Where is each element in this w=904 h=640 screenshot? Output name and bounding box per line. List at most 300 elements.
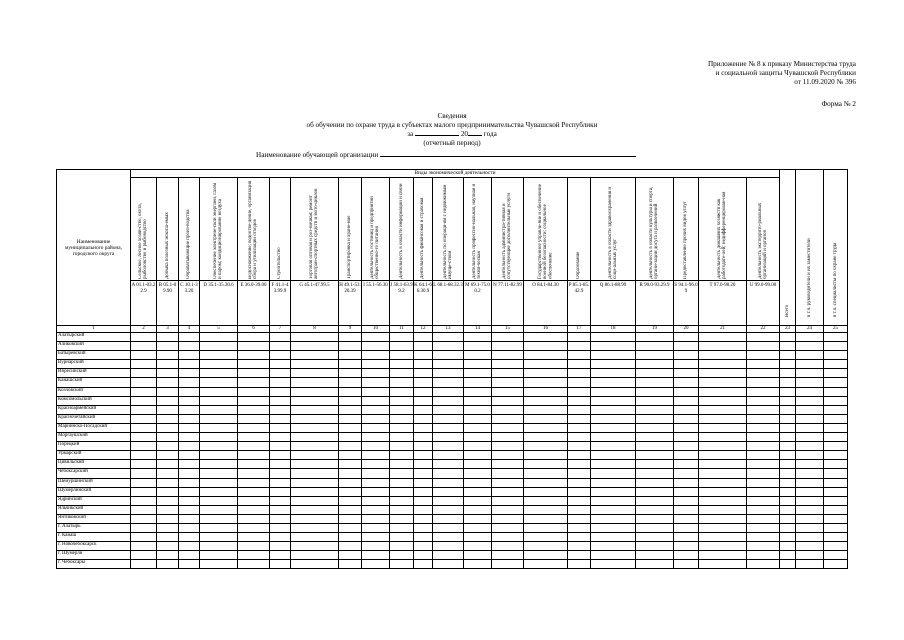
data-cell[interactable] [433, 514, 464, 523]
data-cell[interactable] [339, 505, 362, 514]
data-cell[interactable] [291, 505, 339, 514]
data-cell[interactable] [433, 523, 464, 532]
data-cell[interactable] [464, 542, 492, 551]
data-cell[interactable] [291, 487, 339, 496]
data-cell[interactable] [568, 469, 591, 478]
data-cell[interactable] [390, 333, 414, 342]
data-cell[interactable] [362, 369, 390, 378]
data-cell[interactable] [270, 505, 291, 514]
data-cell[interactable] [636, 451, 674, 460]
data-cell[interactable] [780, 523, 796, 532]
data-cell[interactable] [824, 342, 848, 351]
data-cell[interactable] [270, 442, 291, 451]
data-cell[interactable] [492, 523, 524, 532]
data-cell[interactable] [591, 560, 636, 569]
data-cell[interactable] [464, 433, 492, 442]
period-blank[interactable] [415, 129, 459, 136]
data-cell[interactable] [270, 333, 291, 342]
data-cell[interactable] [674, 514, 699, 523]
data-cell[interactable] [780, 533, 796, 542]
data-cell[interactable] [674, 560, 699, 569]
data-cell[interactable] [390, 478, 414, 487]
data-cell[interactable] [433, 342, 464, 351]
data-cell[interactable] [568, 487, 591, 496]
data-cell[interactable] [796, 551, 824, 560]
data-cell[interactable] [568, 451, 591, 460]
data-cell[interactable] [524, 514, 568, 523]
data-cell[interactable] [390, 514, 414, 523]
data-cell[interactable] [339, 487, 362, 496]
data-cell[interactable] [339, 423, 362, 432]
data-cell[interactable] [568, 496, 591, 505]
data-cell[interactable] [179, 460, 200, 469]
data-cell[interactable] [179, 369, 200, 378]
data-cell[interactable] [179, 533, 200, 542]
data-cell[interactable] [636, 460, 674, 469]
data-cell[interactable] [339, 405, 362, 414]
data-cell[interactable] [796, 405, 824, 414]
data-cell[interactable] [464, 487, 492, 496]
data-cell[interactable] [157, 460, 179, 469]
data-cell[interactable] [492, 369, 524, 378]
data-cell[interactable] [591, 405, 636, 414]
data-cell[interactable] [414, 333, 433, 342]
data-cell[interactable] [699, 551, 747, 560]
data-cell[interactable] [796, 514, 824, 523]
data-cell[interactable] [291, 405, 339, 414]
data-cell[interactable] [796, 369, 824, 378]
data-cell[interactable] [390, 405, 414, 414]
data-cell[interactable] [796, 414, 824, 423]
data-cell[interactable] [591, 387, 636, 396]
data-cell[interactable] [157, 487, 179, 496]
data-cell[interactable] [270, 369, 291, 378]
data-cell[interactable] [780, 560, 796, 569]
data-cell[interactable] [824, 333, 848, 342]
data-cell[interactable] [796, 560, 824, 569]
data-cell[interactable] [238, 333, 270, 342]
data-cell[interactable] [339, 469, 362, 478]
data-cell[interactable] [390, 369, 414, 378]
data-cell[interactable] [674, 378, 699, 387]
data-cell[interactable] [362, 514, 390, 523]
data-cell[interactable] [568, 423, 591, 432]
data-cell[interactable] [339, 551, 362, 560]
data-cell[interactable] [157, 478, 179, 487]
data-cell[interactable] [238, 433, 270, 442]
data-cell[interactable] [464, 378, 492, 387]
data-cell[interactable] [780, 387, 796, 396]
data-cell[interactable] [824, 378, 848, 387]
data-cell[interactable] [524, 487, 568, 496]
data-cell[interactable] [674, 496, 699, 505]
data-cell[interactable] [636, 442, 674, 451]
data-cell[interactable] [270, 433, 291, 442]
data-cell[interactable] [464, 514, 492, 523]
data-cell[interactable] [433, 560, 464, 569]
data-cell[interactable] [492, 469, 524, 478]
data-cell[interactable] [200, 451, 238, 460]
data-cell[interactable] [591, 460, 636, 469]
data-cell[interactable] [131, 342, 157, 351]
data-cell[interactable] [414, 542, 433, 551]
data-cell[interactable] [179, 378, 200, 387]
data-cell[interactable] [339, 342, 362, 351]
data-cell[interactable] [433, 460, 464, 469]
data-cell[interactable] [524, 533, 568, 542]
data-cell[interactable] [131, 378, 157, 387]
data-cell[interactable] [339, 333, 362, 342]
data-cell[interactable] [291, 414, 339, 423]
data-cell[interactable] [291, 387, 339, 396]
data-cell[interactable] [591, 505, 636, 514]
data-cell[interactable] [524, 560, 568, 569]
data-cell[interactable] [796, 433, 824, 442]
data-cell[interactable] [492, 360, 524, 369]
data-cell[interactable] [780, 405, 796, 414]
data-cell[interactable] [699, 514, 747, 523]
data-cell[interactable] [747, 378, 780, 387]
data-cell[interactable] [747, 414, 780, 423]
data-cell[interactable] [464, 496, 492, 505]
data-cell[interactable] [568, 533, 591, 542]
data-cell[interactable] [780, 414, 796, 423]
data-cell[interactable] [699, 542, 747, 551]
data-cell[interactable] [291, 496, 339, 505]
data-cell[interactable] [524, 460, 568, 469]
data-cell[interactable] [636, 342, 674, 351]
data-cell[interactable] [157, 442, 179, 451]
data-cell[interactable] [238, 533, 270, 542]
data-cell[interactable] [796, 533, 824, 542]
data-cell[interactable] [270, 423, 291, 432]
data-cell[interactable] [238, 360, 270, 369]
data-cell[interactable] [636, 560, 674, 569]
data-cell[interactable] [824, 405, 848, 414]
data-cell[interactable] [568, 542, 591, 551]
data-cell[interactable] [157, 333, 179, 342]
data-cell[interactable] [524, 496, 568, 505]
data-cell[interactable] [238, 378, 270, 387]
data-cell[interactable] [362, 496, 390, 505]
data-cell[interactable] [492, 487, 524, 496]
data-cell[interactable] [591, 396, 636, 405]
data-cell[interactable] [568, 560, 591, 569]
data-cell[interactable] [291, 469, 339, 478]
data-cell[interactable] [568, 360, 591, 369]
data-cell[interactable] [179, 514, 200, 523]
data-cell[interactable] [270, 551, 291, 560]
data-cell[interactable] [747, 442, 780, 451]
data-cell[interactable] [238, 460, 270, 469]
data-cell[interactable] [464, 460, 492, 469]
data-cell[interactable] [824, 487, 848, 496]
data-cell[interactable] [414, 514, 433, 523]
data-cell[interactable] [433, 433, 464, 442]
data-cell[interactable] [524, 351, 568, 360]
data-cell[interactable] [362, 460, 390, 469]
data-cell[interactable] [390, 442, 414, 451]
data-cell[interactable] [238, 342, 270, 351]
data-cell[interactable] [131, 542, 157, 551]
data-cell[interactable] [390, 378, 414, 387]
data-cell[interactable] [433, 533, 464, 542]
data-cell[interactable] [414, 342, 433, 351]
data-cell[interactable] [433, 496, 464, 505]
data-cell[interactable] [524, 523, 568, 532]
data-cell[interactable] [824, 396, 848, 405]
data-cell[interactable] [131, 387, 157, 396]
data-cell[interactable] [200, 478, 238, 487]
data-cell[interactable] [796, 396, 824, 405]
data-cell[interactable] [200, 469, 238, 478]
data-cell[interactable] [591, 378, 636, 387]
data-cell[interactable] [524, 378, 568, 387]
data-cell[interactable] [200, 378, 238, 387]
data-cell[interactable] [464, 342, 492, 351]
data-cell[interactable] [780, 487, 796, 496]
data-cell[interactable] [179, 542, 200, 551]
data-cell[interactable] [270, 542, 291, 551]
data-cell[interactable] [414, 351, 433, 360]
data-cell[interactable] [568, 405, 591, 414]
data-cell[interactable] [674, 551, 699, 560]
data-cell[interactable] [636, 523, 674, 532]
data-cell[interactable] [747, 487, 780, 496]
data-cell[interactable] [291, 560, 339, 569]
data-cell[interactable] [796, 378, 824, 387]
data-cell[interactable] [492, 533, 524, 542]
data-cell[interactable] [492, 514, 524, 523]
data-cell[interactable] [464, 505, 492, 514]
data-cell[interactable] [238, 478, 270, 487]
data-cell[interactable] [747, 360, 780, 369]
data-cell[interactable] [390, 396, 414, 405]
data-cell[interactable] [796, 423, 824, 432]
data-cell[interactable] [291, 396, 339, 405]
data-cell[interactable] [674, 442, 699, 451]
data-cell[interactable] [157, 560, 179, 569]
data-cell[interactable] [390, 533, 414, 542]
data-cell[interactable] [179, 523, 200, 532]
data-cell[interactable] [674, 369, 699, 378]
data-cell[interactable] [291, 342, 339, 351]
data-cell[interactable] [780, 478, 796, 487]
data-cell[interactable] [200, 551, 238, 560]
data-cell[interactable] [362, 387, 390, 396]
data-cell[interactable] [362, 523, 390, 532]
data-cell[interactable] [780, 460, 796, 469]
data-cell[interactable] [414, 396, 433, 405]
data-cell[interactable] [699, 433, 747, 442]
data-cell[interactable] [179, 478, 200, 487]
data-cell[interactable] [414, 469, 433, 478]
data-cell[interactable] [200, 396, 238, 405]
data-cell[interactable] [238, 505, 270, 514]
data-cell[interactable] [796, 542, 824, 551]
data-cell[interactable] [131, 360, 157, 369]
data-cell[interactable] [464, 405, 492, 414]
data-cell[interactable] [291, 360, 339, 369]
data-cell[interactable] [131, 551, 157, 560]
data-cell[interactable] [591, 542, 636, 551]
data-cell[interactable] [179, 551, 200, 560]
data-cell[interactable] [464, 560, 492, 569]
data-cell[interactable] [362, 342, 390, 351]
data-cell[interactable] [747, 523, 780, 532]
data-cell[interactable] [591, 551, 636, 560]
data-cell[interactable] [157, 378, 179, 387]
data-cell[interactable] [157, 351, 179, 360]
data-cell[interactable] [390, 423, 414, 432]
data-cell[interactable] [433, 351, 464, 360]
data-cell[interactable] [131, 514, 157, 523]
data-cell[interactable] [291, 523, 339, 532]
data-cell[interactable] [524, 433, 568, 442]
data-cell[interactable] [362, 469, 390, 478]
data-cell[interactable] [433, 423, 464, 432]
data-cell[interactable] [414, 533, 433, 542]
data-cell[interactable] [636, 478, 674, 487]
data-cell[interactable] [339, 460, 362, 469]
data-cell[interactable] [390, 551, 414, 560]
data-cell[interactable] [270, 378, 291, 387]
data-cell[interactable] [524, 442, 568, 451]
data-cell[interactable] [674, 405, 699, 414]
data-cell[interactable] [824, 505, 848, 514]
data-cell[interactable] [674, 533, 699, 542]
data-cell[interactable] [433, 487, 464, 496]
data-cell[interactable] [291, 542, 339, 551]
data-cell[interactable] [674, 478, 699, 487]
data-cell[interactable] [636, 505, 674, 514]
data-cell[interactable] [636, 487, 674, 496]
data-cell[interactable] [568, 478, 591, 487]
data-cell[interactable] [699, 423, 747, 432]
data-cell[interactable] [390, 414, 414, 423]
data-cell[interactable] [390, 342, 414, 351]
data-cell[interactable] [270, 387, 291, 396]
data-cell[interactable] [699, 387, 747, 396]
data-cell[interactable] [824, 423, 848, 432]
data-cell[interactable] [200, 342, 238, 351]
data-cell[interactable] [492, 414, 524, 423]
data-cell[interactable] [414, 460, 433, 469]
data-cell[interactable] [238, 496, 270, 505]
data-cell[interactable] [270, 460, 291, 469]
data-cell[interactable] [291, 451, 339, 460]
data-cell[interactable] [674, 414, 699, 423]
data-cell[interactable] [780, 542, 796, 551]
data-cell[interactable] [433, 414, 464, 423]
data-cell[interactable] [636, 542, 674, 551]
data-cell[interactable] [270, 351, 291, 360]
data-cell[interactable] [699, 487, 747, 496]
data-cell[interactable] [362, 560, 390, 569]
data-cell[interactable] [131, 369, 157, 378]
data-cell[interactable] [238, 405, 270, 414]
data-cell[interactable] [568, 551, 591, 560]
data-cell[interactable] [390, 505, 414, 514]
data-cell[interactable] [362, 487, 390, 496]
data-cell[interactable] [492, 423, 524, 432]
data-cell[interactable] [433, 442, 464, 451]
data-cell[interactable] [362, 414, 390, 423]
data-cell[interactable] [362, 542, 390, 551]
data-cell[interactable] [524, 469, 568, 478]
data-cell[interactable] [636, 360, 674, 369]
data-cell[interactable] [591, 487, 636, 496]
data-cell[interactable] [238, 523, 270, 532]
data-cell[interactable] [291, 369, 339, 378]
data-cell[interactable] [131, 460, 157, 469]
data-cell[interactable] [291, 533, 339, 542]
data-cell[interactable] [824, 514, 848, 523]
data-cell[interactable] [591, 469, 636, 478]
data-cell[interactable] [796, 496, 824, 505]
data-cell[interactable] [414, 369, 433, 378]
data-cell[interactable] [568, 396, 591, 405]
data-cell[interactable] [270, 414, 291, 423]
data-cell[interactable] [157, 405, 179, 414]
data-cell[interactable] [492, 396, 524, 405]
data-cell[interactable] [200, 460, 238, 469]
data-cell[interactable] [390, 451, 414, 460]
data-cell[interactable] [524, 478, 568, 487]
data-cell[interactable] [699, 351, 747, 360]
data-cell[interactable] [200, 405, 238, 414]
data-cell[interactable] [238, 451, 270, 460]
data-cell[interactable] [238, 442, 270, 451]
data-cell[interactable] [414, 560, 433, 569]
data-cell[interactable] [824, 551, 848, 560]
data-cell[interactable] [492, 551, 524, 560]
data-cell[interactable] [157, 514, 179, 523]
data-cell[interactable] [339, 478, 362, 487]
data-cell[interactable] [270, 496, 291, 505]
data-cell[interactable] [414, 505, 433, 514]
data-cell[interactable] [674, 487, 699, 496]
data-cell[interactable] [636, 551, 674, 560]
data-cell[interactable] [200, 414, 238, 423]
data-cell[interactable] [390, 469, 414, 478]
data-cell[interactable] [339, 433, 362, 442]
data-cell[interactable] [238, 469, 270, 478]
data-cell[interactable] [674, 451, 699, 460]
data-cell[interactable] [270, 533, 291, 542]
data-cell[interactable] [568, 351, 591, 360]
data-cell[interactable] [824, 387, 848, 396]
data-cell[interactable] [824, 478, 848, 487]
data-cell[interactable] [591, 423, 636, 432]
data-cell[interactable] [780, 396, 796, 405]
data-cell[interactable] [414, 487, 433, 496]
data-cell[interactable] [824, 496, 848, 505]
data-cell[interactable] [200, 442, 238, 451]
data-cell[interactable] [270, 487, 291, 496]
data-cell[interactable] [747, 496, 780, 505]
data-cell[interactable] [179, 342, 200, 351]
data-cell[interactable] [179, 423, 200, 432]
org-name-blank[interactable] [380, 150, 636, 157]
data-cell[interactable] [157, 533, 179, 542]
data-cell[interactable] [747, 333, 780, 342]
data-cell[interactable] [747, 423, 780, 432]
data-cell[interactable] [699, 478, 747, 487]
data-cell[interactable] [568, 414, 591, 423]
data-cell[interactable] [200, 433, 238, 442]
data-cell[interactable] [238, 396, 270, 405]
